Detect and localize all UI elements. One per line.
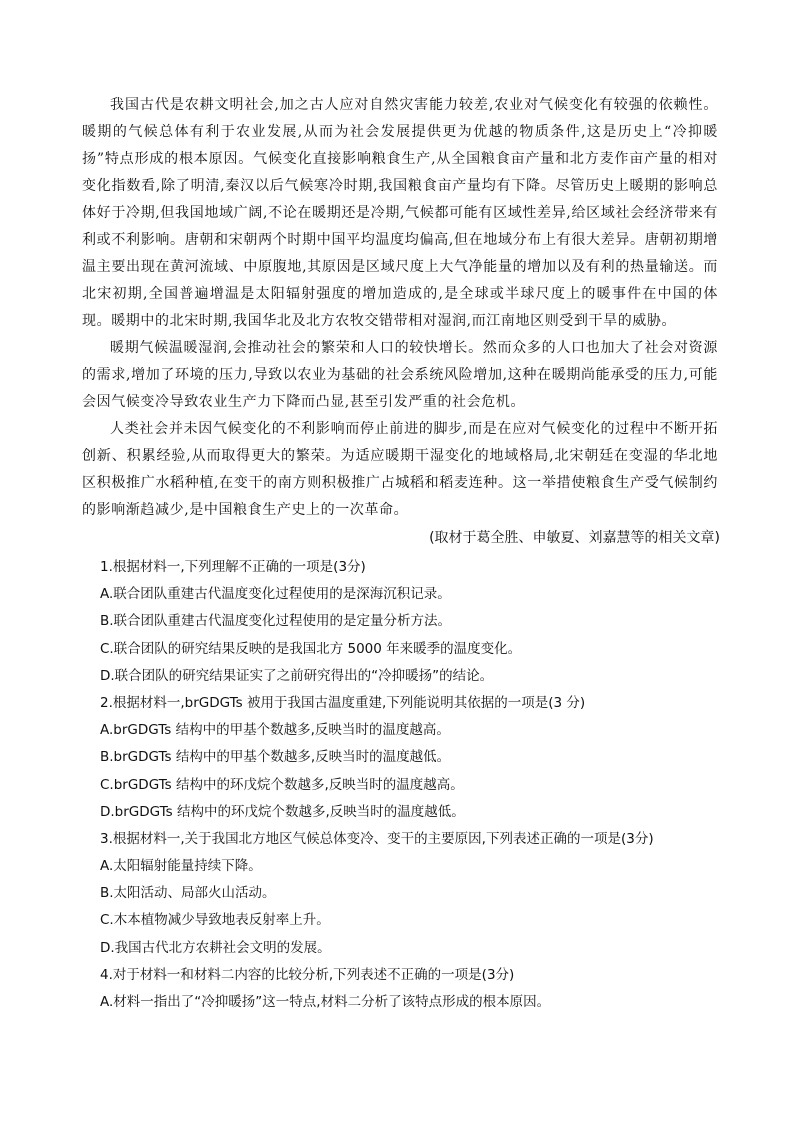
- question-1-option-a: A.联合团队重建古代温度变化过程使用的是深海沉积记录。: [100, 586, 451, 603]
- passage-paragraph-3: 人类社会并未因气候变化的不利影响而停止前进的脚步,而是在应对气候变化的过程中不断开拓创新、积累经验,从而取得更大的繁荣。为适应暖期干湿变化的地域格局,北宋朝廷在变湿的华北地区积极推广水稻种植,在变干的南方则积极推广占城稻和稻麦连种。这一举措使粮食生产受气候制约的影响渐趋减少,是中国粮食生产史上的一次革命。: [82, 421, 718, 518]
- question-4-option-a: A.材料一指出了“冷抑暖扬”这一特点,材料二分析了该特点形成的根本原因。: [100, 994, 551, 1010]
- question-2-stem: 2.根据材料一,brGDGTs 被用于我国古温度重建,下列能说明其依据的一项是(3 分): [100, 694, 586, 711]
- question-3-option-c: C.木本植物减少导致地表反射率上升。: [100, 912, 330, 929]
- question-3-option-a: A.太阳辐射能量持续下降。: [100, 858, 262, 875]
- question-3-option-d: D.我国古代北方农耕社会文明的发展。: [100, 939, 331, 956]
- question-3-stem: 3.根据材料一,关于我国北方地区气候总体变冷、变干的主要原因,下列表述正确的一项是(3分): [100, 830, 654, 847]
- question-list: [100, 554, 730, 1016]
- question-1-option-b: B.联合团队重建古代温度变化过程使用的是定量分析方法。: [100, 613, 452, 630]
- question-2-option-c: C.brGDGTs 结构中的环戊烷个数越多,反映当时的温度越高。: [100, 776, 464, 793]
- question-3-option-b: B.太阳活动、局部火山活动。: [100, 885, 276, 902]
- passage-paragraph-1: 我国古代是农耕文明社会,加之古人应对自然灾害能力较差,农业对气候变化有较强的依赖性。暖期的气候总体有利于农业发展,从而为社会发展提供更为优越的物质条件,这是历史上“冷抑暖扬”特点形成的根本原因。气候变化直接影响粮食生产,从全国粮食亩产量和北方麦作亩产量的相对变化指数看,除了明清,秦汉以后气候寒冷时期,我国粮食亩产量均有下降。尽管历史上暖期的影响总体好于冷期,但我国地域广阔,不论在暖期还是冷期,气候都可能有区域性差异,给区域社会经济带来有利或不利影响。唐朝和宋朝两个时期中国平均温度均偏高,但在地域分布上有很大差异。唐朝初期增温主要出现在黄河流域、中原腹地,其原因是区域尺度上大气净能量的增加以及有利的热量输送。而北宋初期,全国普遍增温是太阳辐射强度的增加造成的,是全球或半球尺度上的暖事件在中国的体现。暖期中的北宋时期,我国华北及北方农牧交错带相对湿润,而江南地区则受到干旱的威胁。: [82, 97, 718, 329]
- question-2-option-b: B.brGDGTs 结构中的甲基个数越多,反映当时的温度越低。: [100, 749, 451, 766]
- question-4-stem: 4.对于材料一和材料二内容的比较分析,下列表述不正确的一项是(3分): [100, 966, 515, 983]
- question-2-option-a: A.brGDGTs 结构中的甲基个数越多,反映当时的温度越高。: [100, 722, 450, 739]
- question-1-option-c: C.联合团队的研究结果反映的是我国北方 5000 年来暖季的温度变化。: [100, 640, 522, 657]
- question-1-option-d: D.联合团队的研究结果证实了之前研究得出的“冷抑暖扬”的结论。: [100, 667, 494, 684]
- source-citation: (取材于葛全胜、申敏夏、刘嘉慧等的相关文章): [429, 530, 720, 546]
- passage-paragraph-2: 暖期气候温暖湿润,会推动社会的繁荣和人口的较快增长。然而众多的人口也加大了社会对资源的需求,增加了环境的压力,导致以农业为基础的社会系统风险增加,这种在暖期尚能承受的压力,可能会因气候变冷导致农业生产力下降而凸显,甚至引发严重的社会危机。: [82, 340, 718, 410]
- question-1-stem: 1.根据材料一,下列理解不正确的一项是(3分): [100, 559, 366, 575]
- reading-passage: [82, 92, 718, 524]
- question-2-option-d: D.brGDGTs 结构中的环戊烷个数越多,反映当时的温度越低。: [100, 803, 465, 820]
